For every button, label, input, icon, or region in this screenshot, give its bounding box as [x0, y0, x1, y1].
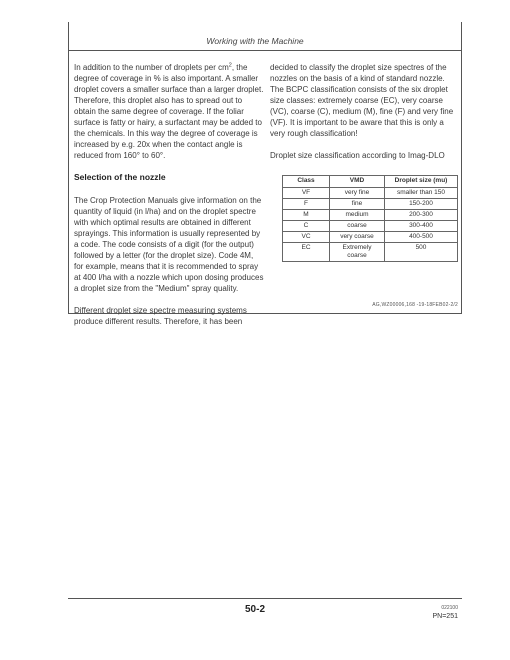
paragraph-classification: decided to classify the droplet size spectres of the nozzles on the basis of a kind of standard nozzle. The BCPC classification consists of the six droplet size classes: extremely coarse (EC), very coarse (VC), coarse (C), medium (M), fine (F) and very fine (VF). It is important to be aware that this is only a very rough classification! [270, 63, 454, 138]
table-cell: medium [330, 210, 385, 221]
table-cell: smaller than 150 [385, 188, 458, 199]
table-row [283, 188, 458, 199]
table-cell: very coarse [330, 232, 385, 243]
table-cell: very fine [330, 188, 385, 199]
table-caption: Droplet size classification according to Imag-DLO [270, 151, 445, 160]
table-header-row [283, 176, 458, 188]
left-column [74, 62, 264, 327]
table-cell: 200-300 [385, 210, 458, 221]
table-cell: 400-500 [385, 232, 458, 243]
table-cell: coarse [330, 221, 385, 232]
table-row [283, 199, 458, 210]
table-cell: Extremely coarse [330, 243, 385, 262]
table-cell: F [283, 199, 330, 210]
para1-text-b: , the degree of coverage in % is also important. A smaller droplet covers a smaller surface than a larger droplet. Therefore, this droplet also has to spread out to obtain the same degree of coverage. If the foliar surface is fatty or hairy, a surfactant may be added to the chemicals. In this way the degree of coverage is increased by e.g. 20x when the contact angle is reduced from 160° to 60°. [74, 63, 264, 160]
left-margin-line [68, 22, 69, 314]
droplet-size-table [282, 175, 458, 262]
document-reference: AG,WZ00006,168 -19-18FEB02-2/2 [372, 302, 458, 308]
page-header: Working with the Machine [206, 36, 304, 46]
section-heading: Selection of the nozzle [74, 172, 166, 182]
table-cell: 500 [385, 243, 458, 262]
table-cell: VC [283, 232, 330, 243]
paragraph-measuring: Different droplet size spectre measuring systems produce different results. Therefore, it has been [74, 306, 247, 326]
table-cell: EC [283, 243, 330, 262]
table-row [283, 221, 458, 232]
table-header-size: Droplet size (mu) [385, 176, 458, 188]
table-row [283, 243, 458, 262]
table-cell: 300-400 [385, 221, 458, 232]
pn-code: PN=251 [432, 613, 458, 620]
table-cell: 150-200 [385, 199, 458, 210]
header-rule [68, 50, 462, 51]
right-margin-line [461, 22, 462, 314]
table-header-vmd: VMD [330, 176, 385, 188]
page-number: 50-2 [244, 604, 265, 615]
footer-rule [68, 598, 462, 599]
table-cell: C [283, 221, 330, 232]
paragraph-coverage [74, 62, 264, 161]
table-row [283, 232, 458, 243]
para1-superscript: 2 [228, 62, 232, 69]
right-column [270, 62, 460, 161]
date-code: 022100 [441, 605, 458, 611]
table-header-class: Class [283, 176, 330, 188]
table-cell: VF [283, 188, 330, 199]
para1-text-a: In addition to the number of droplets per cm [74, 63, 229, 72]
paragraph-nozzle: The Crop Protection Manuals give information on the quantity of liquid (in l/ha) and on the droplet spectre with which optimal results are obtained in different sprayings. This information is usually represented by a code. The code consists of a digit (for the output) followed by a letter (for the droplet size). Code 4M, for example, means that it is recommended to spray at 400 l/ha with a nozzle which upon dosing produces a droplet size from the "Medium" spray quality. [74, 196, 264, 293]
table-cell: M [283, 210, 330, 221]
table-cell: fine [330, 199, 385, 210]
table-row [283, 210, 458, 221]
